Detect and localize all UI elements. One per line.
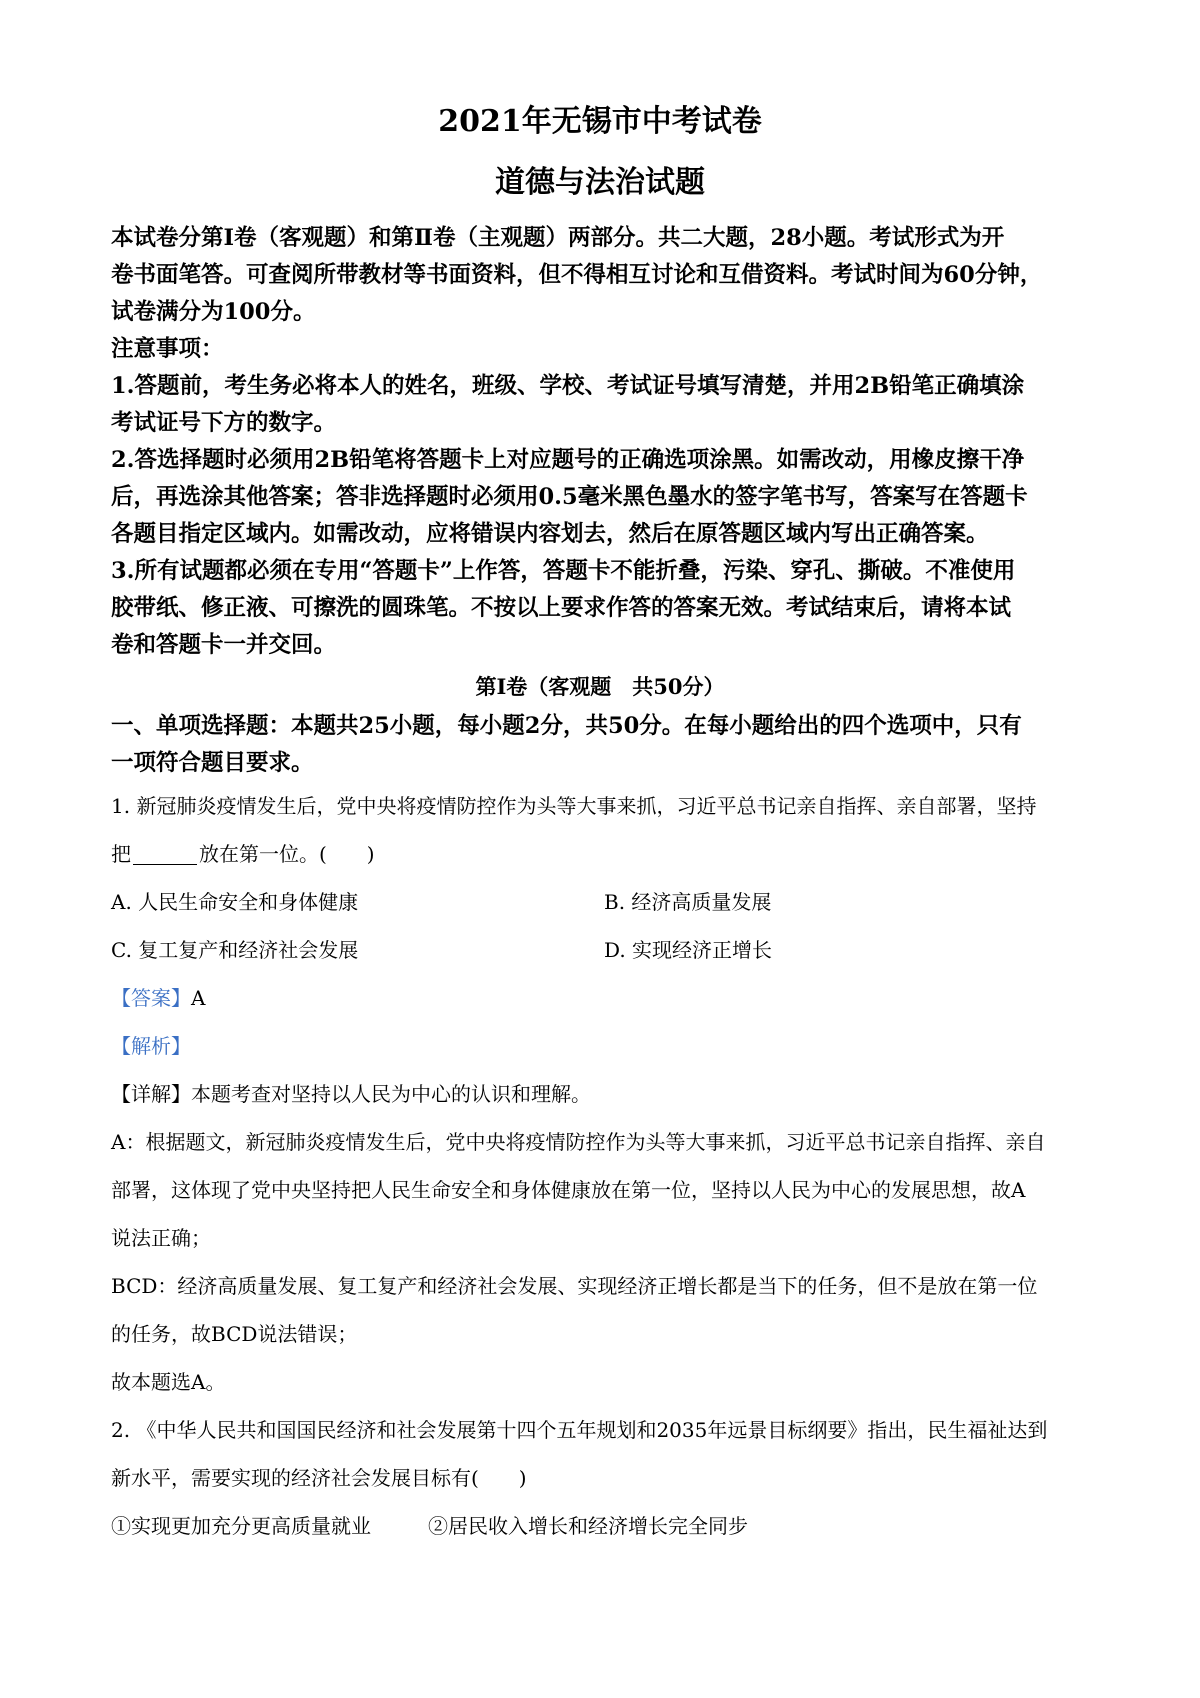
q1-blank [133, 844, 197, 865]
exam-title: 2021年无锡市中考试卷 [438, 104, 762, 139]
q1-answer-line [111, 983, 205, 1013]
q1-option-d: D. 实现经济正增长 [604, 938, 773, 962]
section1-heading: 第Ⅰ卷（客观题 共50分） [475, 674, 725, 699]
intro-line-3: 试卷满分为100分。 [111, 299, 316, 325]
q1-stem-line-2 [111, 839, 375, 869]
notice-line-4: 后，再选涂其他答案；答非选择题时必须用0.5毫米黑色墨水的签字笔书写，答案写在答题卡 [111, 484, 1028, 510]
notice-line-1: 1.答题前，考生务必将本人的姓名，班级、学校、考试证号填写清楚，并用2B铅笔正确填涂 [111, 373, 1025, 399]
q1-option-c: C. 复工复产和经济社会发展 [111, 938, 359, 962]
notice-line-5: 各题目指定区域内。如需改动，应将错误内容划去，然后在原答题区域内写出正确答案。 [111, 521, 989, 547]
intro-line-1: 本试卷分第Ⅰ卷（客观题）和第Ⅱ卷（主观题）两部分。共二大题，28小题。考试形式为开 [111, 225, 1005, 251]
section1-instruction-2: 一项符合题目要求。 [111, 750, 314, 776]
answer-value: A [191, 986, 206, 1010]
q1-detail-line-6: 的任务，故BCD说法错误； [111, 1322, 358, 1346]
q1-stem-post: 放在第一位。( ) [199, 842, 375, 866]
notice-line-7: 胶带纸、修正液、可擦洗的圆珠笔。不按以上要求作答的答案无效。考试结束后，请将本试 [111, 595, 1012, 621]
exam-subtitle: 道德与法治试题 [495, 165, 705, 200]
q2-stem-line-2: 新水平，需要实现的经济社会发展目标有( ) [111, 1466, 527, 1490]
q1-stem-pre: 把 [111, 842, 131, 866]
q1-detail-line-2: A：根据题文，新冠肺炎疫情发生后，党中央将疫情防控作为头等大事来抓，习近平总书记亲自指挥、亲自 [111, 1130, 1046, 1154]
notice-line-3: 2.答选择题时必须用2B铅笔将答题卡上对应题号的正确选项涂黑。如需改动，用橡皮擦干净 [111, 447, 1025, 473]
section1-instruction-1: 一、单项选择题：本题共25小题，每小题2分，共50分。在每小题给出的四个选项中，只有 [111, 713, 1022, 739]
analysis-tag: 【解析】 [111, 1034, 191, 1058]
q2-option-1: ①实现更加充分更高质量就业 [111, 1514, 371, 1538]
q1-detail-line-5: BCD：经济高质量发展、复工复产和经济社会发展、实现经济正增长都是当下的任务，但不是放在第一位 [111, 1274, 1038, 1298]
q2-option-2: ②居民收入增长和经济增长完全同步 [428, 1514, 748, 1538]
q2-stem-line-1: 2. 《中华人民共和国国民经济和社会发展第十四个五年规划和2035年远景目标纲要》指出，民生福祉达到 [111, 1418, 1048, 1442]
q1-detail-line-1: 【详解】本题考查对坚持以人民为中心的认识和理解。 [111, 1082, 591, 1106]
notice-line-2: 考试证号下方的数字。 [111, 410, 337, 436]
q1-option-b: B. 经济高质量发展 [604, 890, 772, 914]
notice-heading: 注意事项： [111, 336, 224, 362]
notice-line-6: 3.所有试题都必须在专用“答题卡”上作答，答题卡不能折叠，污染、穿孔、撕破。不准使用 [111, 558, 1016, 584]
answer-tag: 【答案】 [111, 986, 191, 1010]
q1-stem-line-1: 1. 新冠肺炎疫情发生后，党中央将疫情防控作为头等大事来抓，习近平总书记亲自指挥、亲自部署，坚持 [111, 794, 1037, 818]
q1-detail-line-4: 说法正确； [111, 1226, 211, 1250]
intro-line-2: 卷书面笔答。可查阅所带教材等书面资料，但不得相互讨论和互借资料。考试时间为60分钟， [111, 262, 1043, 288]
q1-option-a: A. 人民生命安全和身体健康 [111, 890, 359, 914]
q1-detail-line-3: 部署，这体现了党中央坚持把人民生命安全和身体健康放在第一位，坚持以人民为中心的发展思想，故A [111, 1178, 1026, 1202]
notice-line-8: 卷和答题卡一并交回。 [111, 632, 337, 658]
q1-detail-line-7: 故本题选A。 [111, 1370, 226, 1394]
